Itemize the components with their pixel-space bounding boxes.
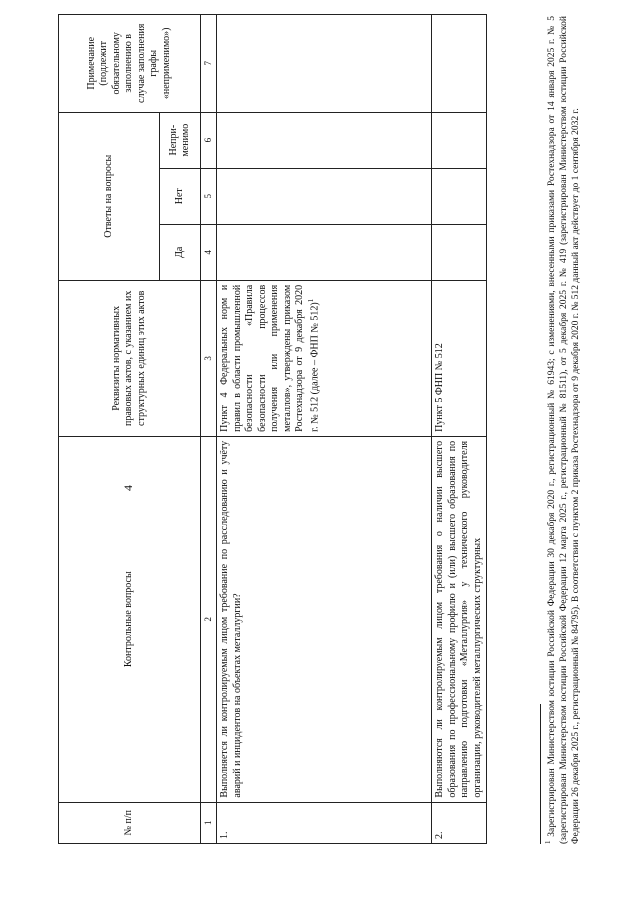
header-yes: Да: [160, 224, 201, 280]
column-number: 2: [201, 436, 217, 802]
row-number: 2.: [432, 802, 487, 843]
column-number: 1: [201, 802, 217, 843]
answer-yes-cell[interactable]: [432, 224, 487, 280]
column-number: 7: [201, 15, 217, 113]
answer-na-cell[interactable]: [432, 112, 487, 168]
note-cell[interactable]: [217, 15, 432, 113]
answer-na-cell[interactable]: [217, 112, 432, 168]
column-number: 3: [201, 280, 217, 436]
page-number: 4: [121, 485, 135, 491]
column-number: 6: [201, 112, 217, 168]
answer-yes-cell[interactable]: [217, 224, 432, 280]
table-row: [217, 15, 432, 844]
answer-no-cell[interactable]: [217, 168, 432, 224]
rotated-page-content: [58, 14, 618, 844]
footnote-text: Зарегистрирован Министерством юстиции Российской Федерации 30 декабря 2020 г., регистрационный № 61943; с изменениями, внесенными приказами Ростехнадзора от 14 января 2025 г. № 5 (зарегистрирован Министерством юстиции Российской Федерации 12 марта 2025 г., регистрационный № 81511), от 5 декабря 2025 г. № 419 (зарегистрирован Министерством юстиции Российской Федерации 26 декабря 2025 г., регистрационный № 84795). В соответствии с пунктом 2 приказа Ростехнадзора от 9 декабря 2020 г. № 512 данный акт действует до 1 сентября 2032 г.: [547, 16, 582, 844]
footnote-reference: 1: [306, 298, 315, 303]
header-requisites: Реквизиты нормативных правовых актов, с указанием их структурных единиц этих актов: [59, 280, 201, 436]
footnote-mark: 1: [544, 840, 552, 844]
row-question: Выполняется ли контролируемым лицом требование по расследованию и учёту аварий и инцидентов на объектах металлургии?: [217, 436, 432, 802]
header-note: Примечание (подлежит обязательному заполнению в случае заполнения графы «неприменимо»): [59, 15, 201, 113]
requisite-text: Пункт 4 Федеральных норм и правил в области промышленной безопасности «Правила безопасности процессов получения или применения металлов», утверждены приказом Ростехнадзора от 9 декабря 2020 г. № 512 (далее – ФНП № 512): [219, 284, 321, 432]
checklist-table: [58, 14, 487, 844]
answer-no-cell[interactable]: [432, 168, 487, 224]
row-question: Выполняются ли контролируемым лицом требования о наличии высшего образования по профессиональному профилю и (или) высшего образования по направлению подготовки «Металлургия» у технического руководителя организации, руководителей металлургических структурных: [432, 436, 487, 802]
column-number: 5: [201, 168, 217, 224]
column-number-row: [201, 15, 217, 844]
footnote: [544, 16, 583, 844]
note-cell[interactable]: [432, 15, 487, 113]
header-no: Нет: [160, 168, 201, 224]
footnote-divider: [540, 704, 541, 844]
table-row: [432, 15, 487, 844]
landscape-frame: [58, 14, 618, 844]
header-row: [59, 15, 160, 844]
row-number: 1.: [217, 802, 432, 843]
column-number: 4: [201, 224, 217, 280]
row-requisite: [217, 280, 432, 436]
header-questions: Контрольные вопросы: [59, 436, 201, 802]
header-num: № п/п: [59, 802, 201, 843]
header-answers: Ответы на вопросы: [59, 112, 160, 280]
header-na: Непри-менимо: [160, 112, 201, 168]
row-requisite: Пункт 5 ФНП № 512: [432, 280, 487, 436]
